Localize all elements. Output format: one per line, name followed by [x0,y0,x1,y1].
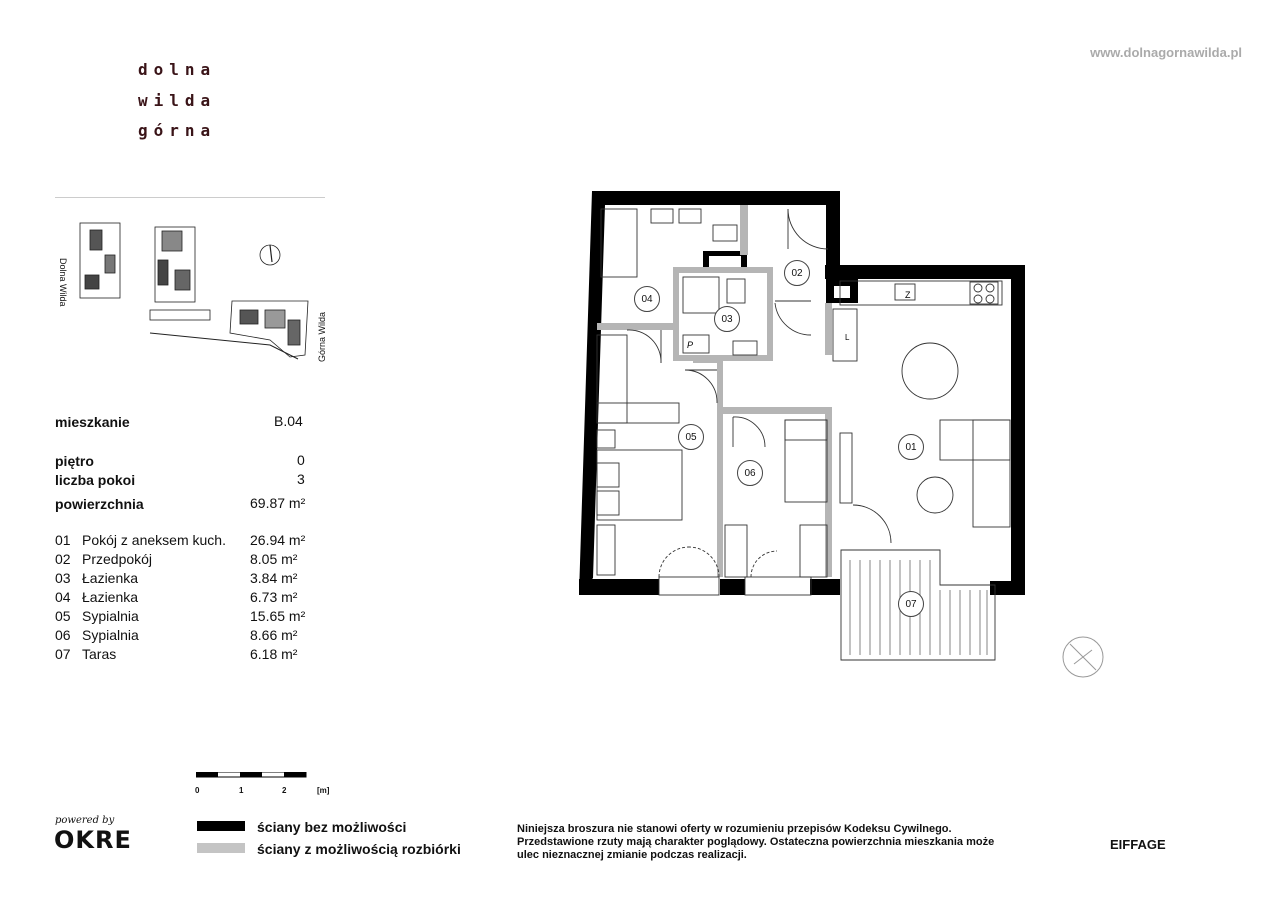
eiffage-logo: EIFFAGE [1110,837,1166,852]
room-number: 07 [55,646,71,662]
legend-label-black: ściany bez możliwości [257,819,407,835]
rooms-count-value: 3 [297,471,305,487]
room-label-06: 06 [737,460,763,486]
room-number: 03 [55,570,71,586]
legend-swatch-black [197,821,245,831]
bath-p-label: P [687,340,694,350]
room-name: Sypialnia [82,627,139,643]
okre-logo: OKRE [54,826,132,854]
scale-tick-1: 1 [239,786,244,795]
room-label-01: 01 [898,434,924,460]
room-area: 3.84 m² [250,570,298,586]
legend-swatch-gray [197,843,245,853]
logo-line-2: wilda [138,91,217,110]
room-name: Pokój z aneksem kuch. [82,532,226,548]
room-name: Taras [82,646,117,662]
area-label: powierzchnia [55,496,144,512]
room-number: 05 [55,608,71,624]
rooms-count-label: liczba pokoi [55,472,136,488]
room-label-07: 07 [898,591,924,617]
kitchen-z-label: Z [905,290,911,300]
room-label-03: 03 [714,306,740,332]
room-area: 26.94 m² [250,532,306,548]
disclaimer-line: Niniejsza broszura nie stanowi oferty w rozumieniu przepisów Kodeksu Cywilnego. [517,823,952,835]
room-name: Łazienka [82,589,139,605]
room-number: 06 [55,627,71,643]
scale-tick-0: 0 [195,786,200,795]
room-label-05: 05 [678,424,704,450]
room-name: Łazienka [82,570,139,586]
site-map [50,215,340,375]
scale-bar [196,772,308,780]
area-value: 69.87 m² [250,495,306,511]
apartment-id: B.04 [274,413,303,429]
room-number: 02 [55,551,71,567]
kitchen-l-label: L [845,333,850,342]
apartment-label: mieszkanie [55,414,130,430]
room-name: Przedpokój [82,551,153,567]
room-area: 8.66 m² [250,627,298,643]
room-number: 01 [55,532,71,548]
room-number: 04 [55,589,71,605]
room-area: 8.05 m² [250,551,298,567]
north-arrow-icon [1060,634,1106,680]
room-area: 15.65 m² [250,608,306,624]
room-label-02: 02 [784,260,810,286]
room-area: 6.73 m² [250,589,298,605]
scale-unit: [m] [317,786,330,795]
room-label-04: 04 [634,286,660,312]
disclaimer [517,823,994,862]
legend-label-gray: ściany z możliwością rozbiórki [257,841,461,857]
floor-plan [575,185,1035,665]
floor-value: 0 [297,452,305,468]
powered-by-label: powered by [55,815,115,826]
disclaimer-line: Przedstawione rzuty mają charakter poglądowy. Ostateczna powierzchnia mieszkania może [517,836,995,848]
divider [55,197,325,198]
website-url[interactable]: www.dolnagornawilda.pl [1090,45,1242,60]
logo-line-1: dolna [138,60,217,79]
room-area: 6.18 m² [250,646,298,662]
room-name: Sypialnia [82,608,139,624]
scale-tick-2: 2 [282,786,287,795]
floor-label: piętro [55,453,94,469]
logo-line-3: górna [138,121,217,140]
site-label-dolna-wilda: Dolna Wilda [58,258,68,307]
disclaimer-line: ulec nieznacznej zmianie podczas realizacji. [517,849,747,861]
site-label-gorna-wilda: Górna Wilda [317,311,327,362]
